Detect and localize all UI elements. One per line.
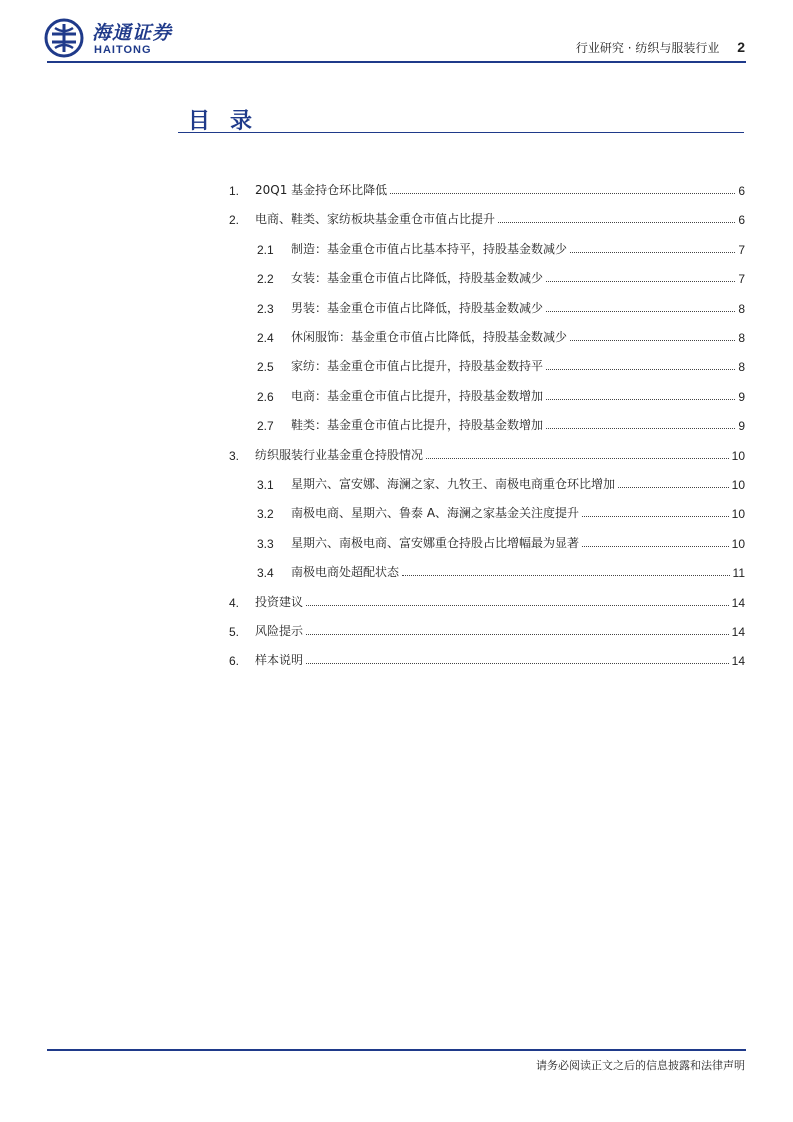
footer-divider	[47, 1049, 746, 1051]
toc-entry-title: 鞋类：基金重仓市值占比提升，持股基金数增加	[291, 418, 544, 433]
toc-entry[interactable]	[257, 499, 745, 521]
toc-entry-page: 14	[731, 595, 745, 610]
toc-entry-leader	[546, 428, 735, 429]
toc-entry-number: 4.	[229, 595, 240, 610]
toc-entry[interactable]	[257, 264, 745, 286]
toc-entry-page: 11	[732, 566, 745, 581]
toc-entry-title: 南极电商处超配状态	[291, 565, 400, 580]
toc-entry-number: 6.	[229, 654, 240, 669]
toc-entry-page: 14	[731, 625, 745, 639]
toc-entry-title: 风险提示	[255, 624, 304, 638]
toc-entry-leader	[546, 311, 735, 312]
toc-entry[interactable]	[229, 176, 745, 198]
toc-entry-title: 星期六、南极电商、富安娜重仓持股占比增幅最为显著	[291, 535, 580, 550]
logo-chinese-name: 海通证券	[92, 22, 173, 44]
toc-entry[interactable]	[229, 441, 745, 463]
toc-entry-leader	[570, 252, 735, 253]
toc-entry-number: 3.3	[257, 536, 274, 551]
toc-entry-page: 10	[731, 507, 745, 522]
toc-entry[interactable]	[229, 617, 745, 639]
toc-entry-leader	[570, 340, 735, 341]
toc-entry-title: 样本说明	[255, 653, 304, 668]
toc-entry-number: 3.2	[257, 507, 274, 522]
toc-entry-leader	[426, 458, 729, 459]
toc-entry-number: 2.	[229, 213, 240, 228]
toc-entry-title: 休闲服饰：基金重仓市值占比降低，持股基金数减少	[291, 330, 568, 344]
toc-entry[interactable]	[257, 470, 745, 492]
haitong-logo-icon	[44, 18, 84, 58]
toc-entry-number: 2.3	[257, 301, 274, 316]
toc-entry-number: 2.5	[257, 360, 274, 375]
toc-entry-page: 7	[738, 242, 745, 257]
toc-entry[interactable]	[257, 558, 745, 580]
toc-entry-page: 14	[731, 654, 745, 669]
header-divider	[47, 61, 746, 63]
toc-entry-number: 3.	[229, 448, 240, 463]
toc-entry-page: 6	[738, 213, 745, 228]
toc-entry-leader	[306, 663, 729, 664]
toc-entry-number: 2.7	[257, 419, 274, 434]
toc-entry-leader	[546, 399, 735, 400]
toc-entry-page: 8	[738, 360, 745, 375]
toc-entry-title: 女装：基金重仓市值占比降低，持股基金数减少	[291, 271, 544, 286]
toc-entry[interactable]	[257, 294, 745, 316]
company-logo	[44, 18, 194, 60]
toc-title: 目录	[188, 109, 273, 134]
footer-disclaimer: 请务必阅读正文之后的信息披露和法律声明	[536, 1059, 745, 1072]
toc-entry-leader	[498, 222, 735, 223]
toc-entry[interactable]	[257, 529, 745, 551]
toc-entry-number: 3.4	[257, 566, 274, 581]
toc-entry-leader	[546, 369, 735, 370]
toc-entry-leader	[582, 516, 729, 517]
toc-entry[interactable]	[257, 323, 745, 345]
toc-entry-number: 2.6	[257, 389, 274, 404]
toc-entry-leader	[546, 281, 735, 282]
toc-entry-leader	[306, 605, 729, 606]
toc-entry-page: 6	[738, 184, 745, 198]
toc-entry-title: 电商、鞋类、家纺板块基金重仓市值占比提升	[255, 212, 496, 227]
toc-entry-title: 制造：基金重仓市值占比基本持平，持股基金数减少	[291, 241, 568, 256]
toc-entry-number: 5.	[229, 625, 240, 639]
toc-entry-number: 2.1	[257, 242, 274, 257]
toc-entry-leader	[618, 487, 729, 488]
toc-entry-number: 1.	[229, 184, 240, 198]
header-section-info	[576, 39, 745, 56]
toc-entry-page: 9	[738, 419, 745, 434]
toc-entry-title: 20Q1 基金持仓环比降低	[255, 183, 388, 197]
toc-entry-leader	[306, 634, 729, 635]
toc-entry-title: 纺织服装行业基金重仓持股情况	[255, 447, 424, 462]
toc-entry-title: 电商：基金重仓市值占比提升，持股基金数增加	[291, 388, 544, 403]
toc-entry[interactable]	[257, 382, 745, 404]
toc-entry-page: 10	[731, 448, 745, 463]
toc-entry-leader	[582, 546, 729, 547]
toc-entry-title: 投资建议	[255, 594, 304, 609]
toc-entry[interactable]	[229, 205, 745, 227]
toc-entry-page: 9	[738, 389, 745, 404]
toc-entry-title: 家纺：基金重仓市值占比提升，持股基金数持平	[291, 359, 544, 374]
toc-entry-number: 2.2	[257, 272, 274, 287]
toc-entry[interactable]	[257, 411, 745, 433]
logo-english-name: HAITONG	[94, 44, 152, 56]
toc-entry-leader	[402, 575, 730, 576]
toc-entry-number: 3.1	[257, 478, 274, 492]
toc-entry[interactable]	[229, 588, 745, 610]
toc-entry-title: 星期六、富安娜、海澜之家、九牧王、南极电商重仓环比增加	[291, 477, 616, 491]
toc-entry-number: 2.4	[257, 331, 274, 345]
toc-entry-page: 7	[738, 272, 745, 287]
toc-entry[interactable]	[257, 352, 745, 374]
toc-entry-leader	[390, 193, 735, 194]
toc-entry[interactable]	[229, 646, 745, 668]
toc-title-divider	[178, 132, 744, 133]
header-section-title: 行业研究 · 纺织与服装行业	[575, 41, 720, 55]
header-page-number: 2	[737, 39, 745, 55]
toc-entry-page: 10	[731, 478, 745, 492]
toc-entry-page: 8	[738, 301, 745, 316]
toc-entry[interactable]	[257, 235, 745, 257]
toc-entry-title: 南极电商、星期六、鲁泰 A、海澜之家基金关注度提升	[291, 506, 580, 521]
toc-entry-page: 8	[738, 331, 745, 345]
toc-entry-page: 10	[731, 536, 745, 551]
toc-entry-title: 男装：基金重仓市值占比降低，持股基金数减少	[291, 300, 544, 315]
